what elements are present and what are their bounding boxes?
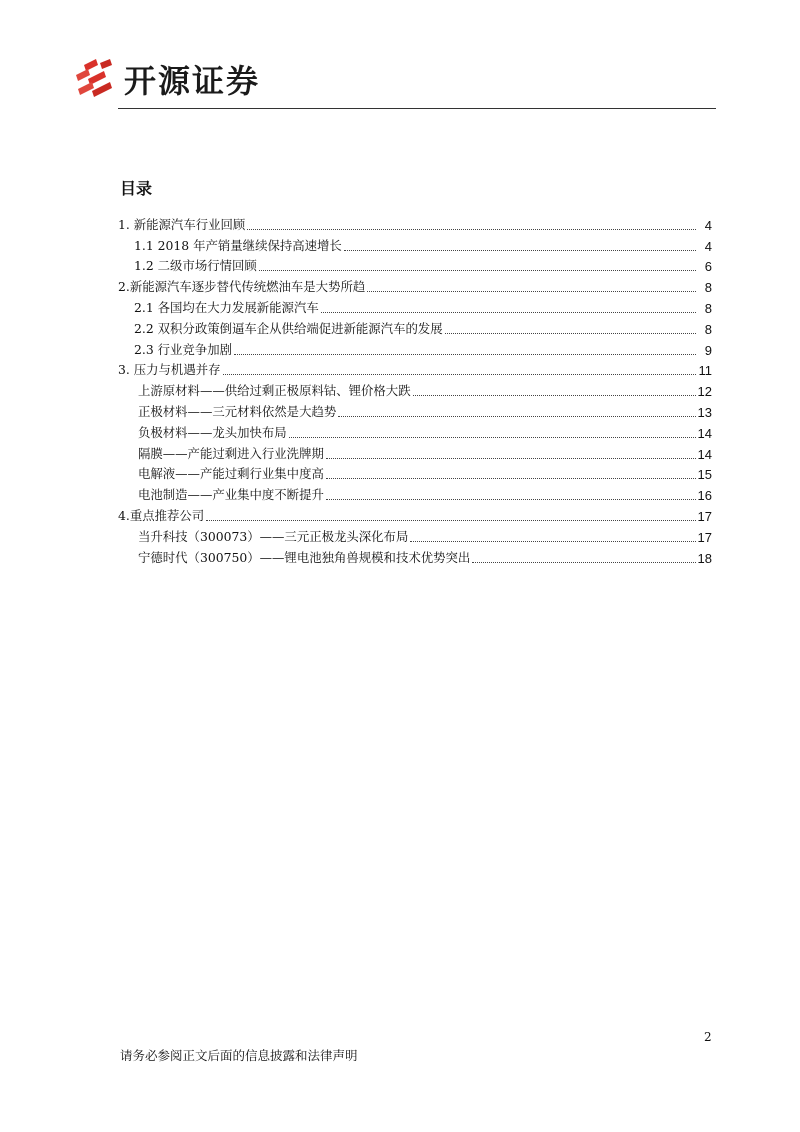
toc-entry-text: 2.新能源汽车逐步替代传统燃油车是大势所趋 <box>118 279 366 295</box>
toc-entry-text: 1.2 二级市场行情回顾 <box>134 258 257 274</box>
toc-entry[interactable] <box>118 420 712 441</box>
toc-dot-leader <box>326 498 696 500</box>
toc-dot-leader <box>367 290 696 292</box>
toc-entry-page: 15 <box>697 467 712 483</box>
company-logo <box>74 56 260 102</box>
toc-entry-text: 上游原材料——供给过剩正极原料钴、锂价格大跌 <box>138 383 411 399</box>
toc-entry-text: 2.1 各国均在大力发展新能源汽车 <box>134 299 319 315</box>
toc-entry-text: 3. 压力与机遇并存 <box>118 362 221 378</box>
toc-entry-text: 2.2 双积分政策倒逼车企从供给端促进新能源汽车的发展 <box>134 320 443 336</box>
toc-entry-page: 17 <box>697 508 712 524</box>
toc-entry-page: 14 <box>697 446 712 462</box>
toc-entry[interactable] <box>118 316 712 337</box>
toc-entry-page: 13 <box>697 404 712 420</box>
toc-dot-leader <box>234 353 696 355</box>
toc-entry-text: 宁德时代（300750）——锂电池独角兽规模和技术优势突出 <box>138 549 471 565</box>
toc-entry[interactable] <box>118 233 712 254</box>
toc-entry-page: 6 <box>704 259 712 275</box>
toc-entry-text: 负极材料——龙头加快布局 <box>138 424 287 440</box>
toc-dot-leader <box>321 311 696 313</box>
toc-entry[interactable] <box>118 399 712 420</box>
toc-entry-text: 隔膜——产能过剩进入行业洗牌期 <box>138 445 324 461</box>
toc-entry-text: 2.3 行业竞争加剧 <box>134 341 232 357</box>
toc-dot-leader <box>223 373 697 375</box>
toc-entry-page: 11 <box>698 363 712 379</box>
toc-entry-page: 8 <box>704 321 712 337</box>
toc-entry-page: 14 <box>697 425 712 441</box>
toc-entry[interactable] <box>118 462 712 483</box>
toc-entry-page: 18 <box>697 550 712 566</box>
toc-entry[interactable] <box>118 358 712 379</box>
toc-entry-text: 电解液——产能过剩行业集中度高 <box>138 466 324 482</box>
toc-dot-leader <box>259 269 696 271</box>
toc-entry[interactable] <box>118 524 712 545</box>
toc-dot-leader <box>247 228 696 230</box>
toc-dot-leader <box>206 519 695 521</box>
toc-entry[interactable] <box>118 337 712 358</box>
footer-disclaimer: 请务必参阅正文后面的信息披露和法律声明 <box>120 1048 358 1063</box>
toc-entry-text: 1.1 2018 年产销量继续保持高速增长 <box>134 237 342 253</box>
toc-entry-page: 16 <box>697 488 712 504</box>
toc-dot-leader <box>344 249 696 251</box>
toc-entry-text: 正极材料——三元材料依然是大趋势 <box>138 403 337 419</box>
table-of-contents <box>118 212 712 566</box>
toc-entry[interactable] <box>118 482 712 503</box>
toc-dot-leader <box>413 394 696 396</box>
toc-entry-page: 9 <box>704 342 712 358</box>
toc-entry[interactable] <box>118 545 712 566</box>
toc-entry[interactable] <box>118 503 712 524</box>
toc-dot-leader <box>410 540 695 542</box>
toc-entry[interactable] <box>118 274 712 295</box>
toc-entry-page: 4 <box>704 217 712 233</box>
toc-dot-leader <box>326 477 696 479</box>
toc-entry-text: 4.重点推荐公司 <box>118 507 205 523</box>
toc-entry-page: 4 <box>704 238 712 254</box>
toc-entry-text: 1. 新能源汽车行业回顾 <box>118 216 246 232</box>
toc-entry-page: 8 <box>704 280 712 296</box>
kaiyuan-logo-icon <box>74 57 118 101</box>
toc-title: 目录 <box>120 179 153 198</box>
toc-entry-page: 8 <box>704 300 712 316</box>
toc-entry[interactable] <box>118 441 712 462</box>
toc-entry-page: 17 <box>697 529 712 545</box>
toc-entry[interactable] <box>118 212 712 233</box>
header-divider <box>118 108 716 109</box>
toc-dot-leader <box>289 436 696 438</box>
toc-dot-leader <box>472 561 695 563</box>
page-number: 2 <box>704 1030 712 1044</box>
toc-dot-leader <box>445 332 696 334</box>
toc-dot-leader <box>326 457 696 459</box>
toc-entry[interactable] <box>118 295 712 316</box>
toc-dot-leader <box>338 415 695 417</box>
toc-entry-text: 电池制造——产业集中度不断提升 <box>138 487 324 503</box>
toc-entry-page: 12 <box>697 384 712 400</box>
logo-text: 开源证券 <box>124 62 261 100</box>
toc-entry-text: 当升科技（300073）——三元正极龙头深化布局 <box>138 528 409 544</box>
toc-entry[interactable] <box>118 254 712 275</box>
toc-entry[interactable] <box>118 378 712 399</box>
